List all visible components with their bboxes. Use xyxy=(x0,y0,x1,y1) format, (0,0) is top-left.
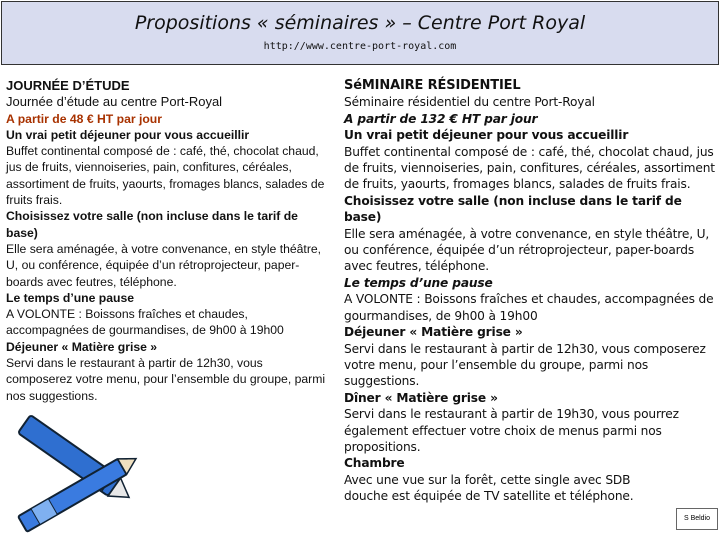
residential-heading: SéMINAIRE RÉSIDENTIEL xyxy=(344,78,521,93)
break-text: A VOLONTE : Boissons fraîches et chaudes, accompagnées de gourmandises, de 9h00 à 19h00 xyxy=(344,292,714,323)
website-url[interactable]: http://www.centre-port-royal.com xyxy=(263,41,457,52)
bedroom-title: Chambre xyxy=(344,456,405,471)
day-study-column xyxy=(6,78,332,404)
break-text: A VOLONTE : Boissons fraîches et chaudes, accompagnées de gourmandises, de 9h00 à 19h00 xyxy=(6,307,284,338)
bedroom-text: Avec une vue sur la forêt, cette single avec SDB douche est équipée de TV satellite et téléphone. xyxy=(344,472,634,504)
residential-subtitle: Séminaire résidentiel du centre Port-Royal xyxy=(344,95,595,110)
room-title: Choisissez votre salle (non incluse dans le tarif de base) xyxy=(344,193,682,225)
pens-clipart xyxy=(0,400,150,540)
dinner-text: Servi dans le restaurant à partir de 19h30, vous pourrez également effectuer votre choix de menus parmi nos propositions. xyxy=(344,407,679,454)
lunch-text: Servi dans le restaurant à partir de 12h30, vous composerez votre menu, pour l’ensemble du groupe, parmi nos suggestions. xyxy=(6,356,326,403)
room-text: Elle sera aménagée, à votre convenance, en style théâtre, U, ou conférence, équipée d’un rétroprojecteur, paper-boards avec feutres, téléphone. xyxy=(6,241,322,289)
residential-price: A partir de 132 € HT par jour xyxy=(344,111,538,126)
signature-box: S Beldio xyxy=(676,508,718,530)
residential-column xyxy=(344,78,718,505)
room-text: Elle sera aménagée, à votre convenance, en style théâtre, U, ou conférence, équipée d’un rétroprojecteur, paper-boards avec feutres, téléphone. xyxy=(344,226,710,274)
dinner-title: Dîner « Matière grise » xyxy=(344,390,498,405)
breakfast-text: Buffet continental composé de : café, thé, chocolat chaud, jus de fruits, viennoiseries, pain, confitures, céréales, assortiment de fruits, yaourts, fromages blancs, salades de fruits frais. xyxy=(6,144,325,208)
break-title: Le temps d’une pause xyxy=(6,290,134,305)
room-title: Choisissez votre salle (non incluse dans le tarif de base) xyxy=(6,209,298,240)
day-study-price: A partir de 48 € HT par jour xyxy=(6,111,162,126)
lunch-text: Servi dans le restaurant à partir de 12h30, vous composerez votre menu, pour l’ensemble du groupe, parmi nos suggestions. xyxy=(344,341,706,389)
breakfast-text: Buffet continental composé de : café, thé, chocolat chaud, jus de fruits, viennoiseries, pain, confitures, céréales, assortiment de fruits, yaourts, fromages blancs, salades de fruits frais. xyxy=(344,144,715,192)
day-study-heading: JOURNÉE D’ÉTUDE xyxy=(6,78,130,93)
lunch-title: Déjeuner « Matière grise » xyxy=(6,339,158,354)
breakfast-title: Un vrai petit déjeuner pour vous accueillir xyxy=(344,128,629,143)
breakfast-title: Un vrai petit déjeuner pour vous accueillir xyxy=(6,127,250,142)
page-title: Propositions « séminaires » – Centre Port Royal xyxy=(134,12,586,34)
break-title: Le temps d’une pause xyxy=(344,275,493,290)
header-banner xyxy=(1,1,719,65)
day-study-subtitle: Journée d’étude au centre Port-Royal xyxy=(6,94,223,110)
lunch-title: Déjeuner « Matière grise » xyxy=(344,325,523,340)
